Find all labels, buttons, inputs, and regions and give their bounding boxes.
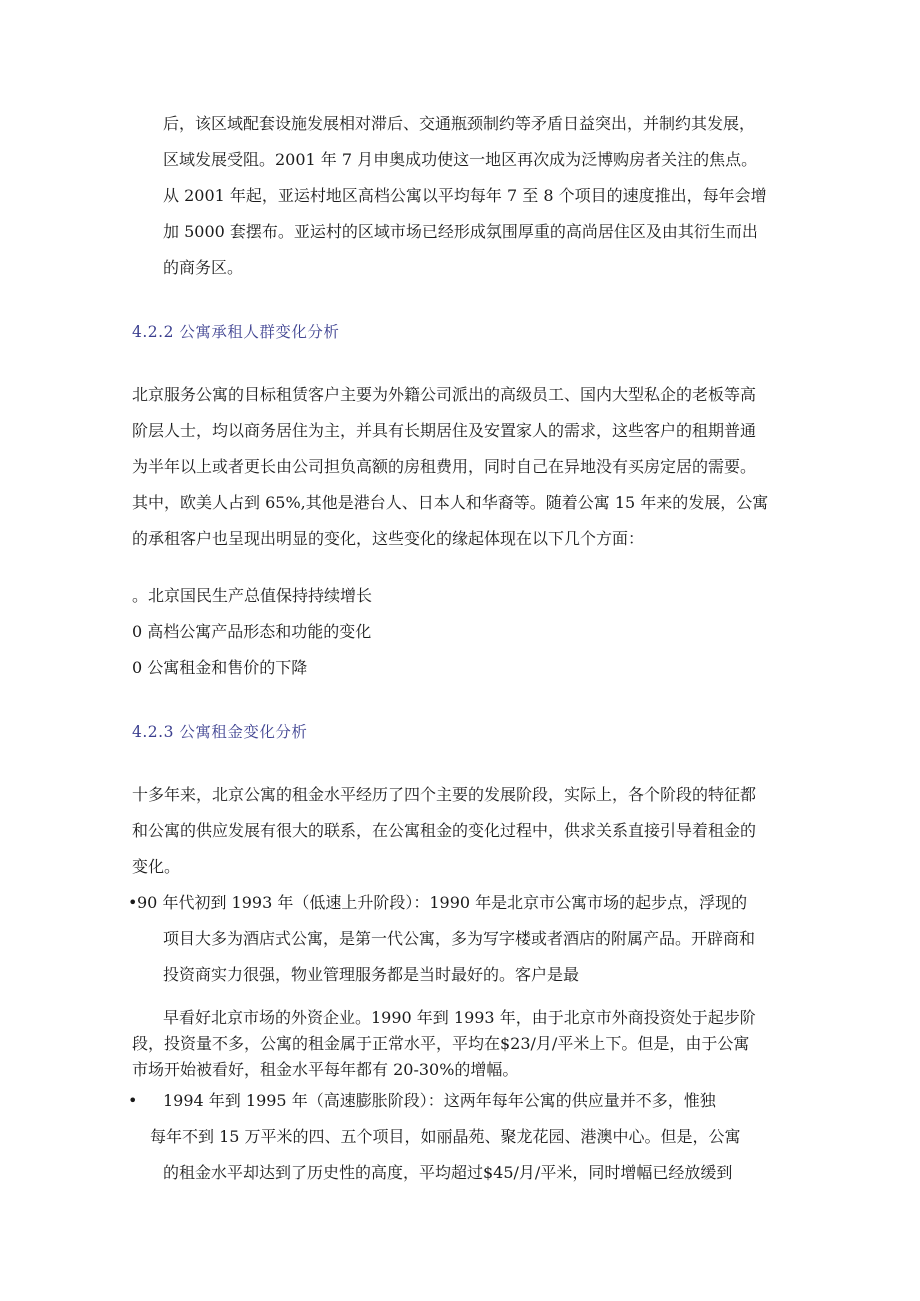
text-line: 1994 年到 1995 年（高速膨胀阶段）：这两年每年公寓的供应量并不多，惟独 [163,1091,716,1110]
text-line: 的承租客户也呈现出明显的变化，这些变化的缘起体现在以下几个方面： [132,529,645,548]
text-line: 早看好北京市场的外资企业。1990 年到 1993 年，由于北京市外商投资处于起步阶 [163,1008,756,1027]
text-line: 为半年以上或者更长由公司担负高额的房租费用，同时自己在异地没有买房定居的需要。 [132,457,757,476]
text-line: 十多年来，北京公寓的租金水平经历了四个主要的发展阶段，实际上，各个阶段的特征都 [132,785,757,804]
bullet-marker: • [128,893,138,912]
text-line: 90 年代初到 1993 年（低速上升阶段）：1990 年是北京市公寓市场的起步点，浮现的 [137,893,748,912]
text-line: 段，投资量不多，公寓的租金属于正常水平，平均在$23/月/平米上下。但是，由于公寓 [132,1034,750,1053]
text-line: 后，该区域配套设施发展相对滞后、交通瓶颈制约等矛盾日益突出，并制约其发展， [163,114,756,133]
text-line: 加 5000 套摆布。亚运村的区域市场已经形成氛围厚重的高尚居住区及由其衍生而出 [163,222,758,241]
text-line: 阶层人士，均以商务居住为主，并具有长期居住及安置家人的需求，这些客户的租期普通 [132,421,757,440]
text-line: 投资商实力很强，物业管理服务都是当时最好的。客户是最 [163,965,580,984]
text-line: 市场开始被看好，租金水平每年都有 20-30%的增幅。 [132,1060,519,1079]
text-line: 和公寓的供应发展有很大的联系，在公寓租金的变化过程中，供求关系直接引导着租金的 [132,821,757,840]
list-item: 。北京国民生产总值保持持续增长 [132,586,373,605]
section-heading-4-2-2: 4.2.2 公寓承租人群变化分析 [132,323,340,341]
text-line: 其中，欧美人占到 65%,其他是港台人、日本人和华裔等。随着公寓 15 年来的发展，公寓 [132,493,769,512]
text-line: 从 2001 年起，亚运村地区高档公寓以平均每年 7 至 8 个项目的速度推出，每年会增 [163,186,767,205]
text-line: 北京服务公寓的目标租赁客户主要为外籍公司派出的高级员工、国内大型私企的老板等高 [132,385,757,404]
list-item: 0 公寓租金和售价的下降 [132,658,308,677]
text-line: 的商务区。 [163,258,244,277]
bullet-marker: • [128,1091,138,1110]
text-line: 的租金水平却达到了历史性的高度，平均超过$45/月/平米，同时增幅已经放缓到 [163,1163,733,1182]
text-line: 每年不到 15 万平米的四、五个项目，如丽晶苑、聚龙花园、港澳中心。但是，公寓 [150,1127,741,1146]
text-line: 项目大多为酒店式公寓，是第一代公寓，多为写字楼或者酒店的附属产品。开辟商和 [163,929,756,948]
text-line: 区域发展受阻。2001 年 7 月申奥成功使这一地区再次成为泛博购房者关注的焦点。 [163,150,758,169]
list-item: 0 高档公寓产品形态和功能的变化 [132,622,372,641]
text-line: 变化。 [132,857,181,876]
section-heading-4-2-3: 4.2.3 公寓租金变化分析 [132,723,308,741]
